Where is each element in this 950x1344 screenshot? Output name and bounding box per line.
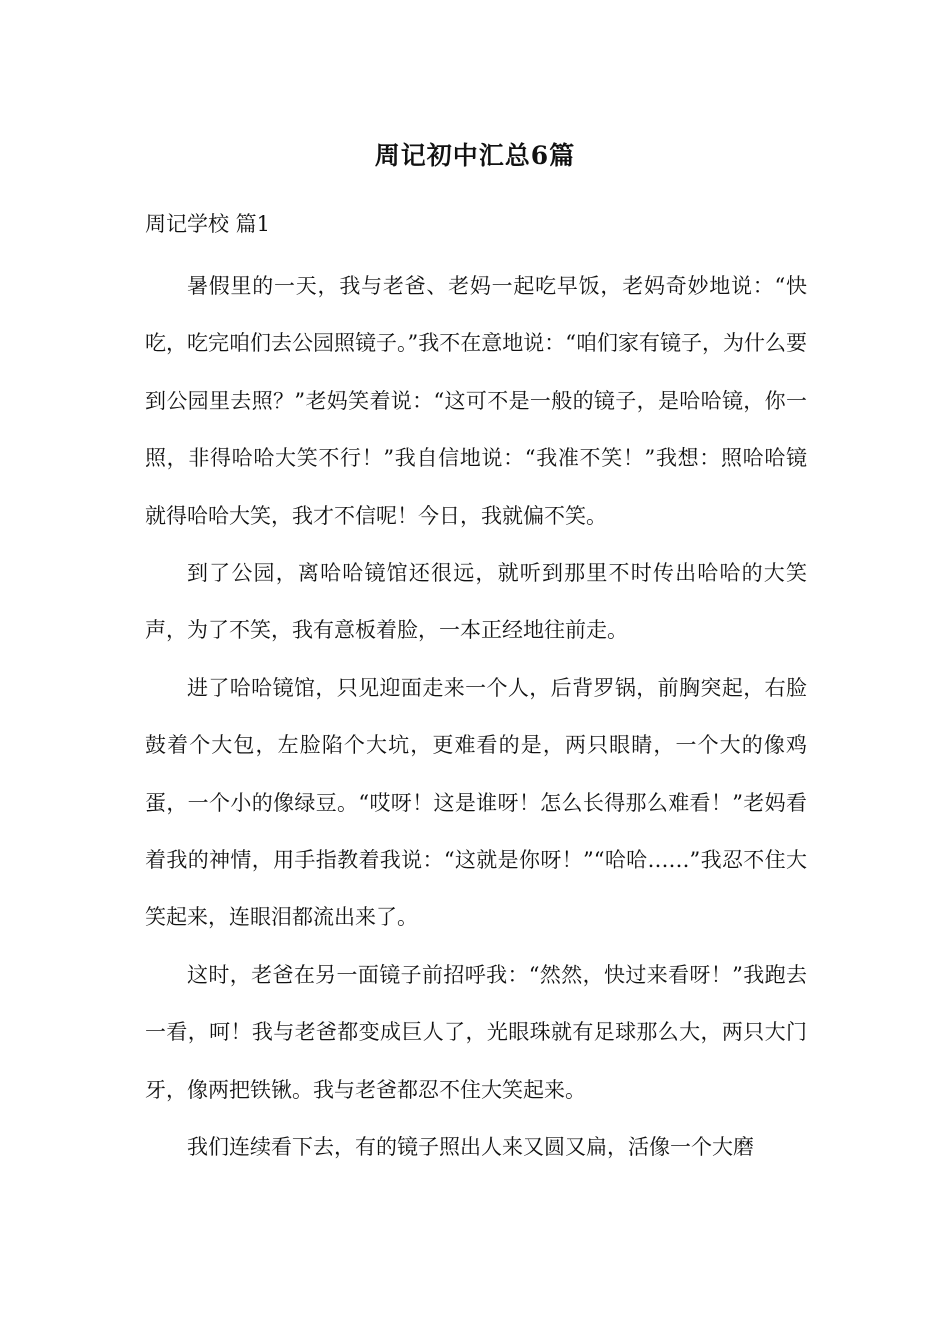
document-title: 周记初中汇总6篇	[374, 141, 576, 170]
section-heading: 周记学校 篇1	[145, 212, 271, 236]
paragraph-3: 进了哈哈镜馆，只见迎面走来一个人，后背罗锅，前胸突起，右脸鼓着个大包，左脸陷个大坑，更难看的是，两只眼睛，一个大的像鸡蛋，一个小的像绿豆。“哎呀！这是谁呀！怎么长得那么难看！”老妈看着我的神情，用手指教着我说：“这就是你呀！”“哈哈……”我忍不住大笑起来，连眼泪都流出来了。	[145, 675, 807, 930]
paragraph-5: 我们连续看下去，有的镜子照出人来又圆又扁，活像一个大磨	[187, 1135, 754, 1160]
paragraph-1: 暑假里的一天，我与老爸、老妈一起吃早饭，老妈奇妙地说：“快吃，吃完咱们去公园照镜子。”我不在意地说：“咱们家有镜子，为什么要到公园里去照？”老妈笑着说：“这可不是一般的镜子，是哈哈镜，你一照，非得哈哈大笑不行！”我自信地说：“我准不笑！”我想：照哈哈镜就得哈哈大笑，我才不信呢！今日，我就偏不笑。	[145, 274, 807, 528]
paragraph-2: 到了公园，离哈哈镜馆还很远，就听到那里不时传出哈哈的大笑声，为了不笑，我有意板着脸，一本正经地往前走。	[145, 561, 807, 643]
document-body	[145, 258, 807, 1177]
paragraph-4: 这时，老爸在另一面镜子前招呼我：“然然，快过来看呀！”我跑去一看，呵！我与老爸都变成巨人了，光眼珠就有足球那么大，两只大门牙，像两把铁锹。我与老爸都忍不住大笑起来。	[145, 962, 807, 1102]
